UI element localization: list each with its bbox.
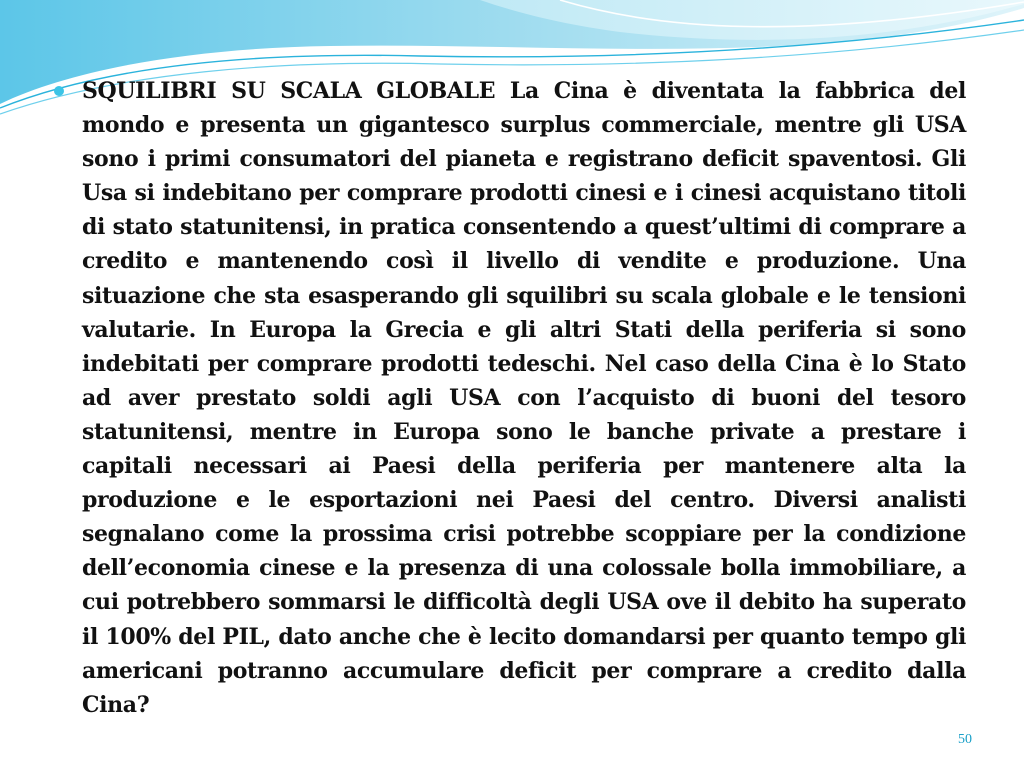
- bullet-dot-icon: [54, 86, 64, 96]
- body-paragraph: SQUILIBRI SU SCALA GLOBALE La Cina è diventata la fabbrica del mondo e presenta un gigantesco surplus commerciale, mentre gli USA sono i primi consumatori del pianeta e registrano deficit spaventosi. Gli Usa si indebitano per comprare prodotti cinesi e i cinesi acquistano titoli di stato statunitensi, in pratica consentendo a quest’ultimi di comprare a credito e mantenendo così il livello di vendite e produzione. Una situazione che sta esasperando gli squilibri su scala globale e le tensioni valutarie. In Europa la Grecia e gli altri Stati della periferia si sono indebitati per comprare prodotti tedeschi. Nel caso della Cina è lo Stato ad aver prestato soldi agli USA con l’acquisto di buoni del tesoro statunitensi, mentre in Europa sono le banche private a prestare i capitali necessari ai Paesi della periferia per mantenere alta la produzione e le esportazioni nei Paesi del centro. Diversi analisti segnalano come la prossima crisi potrebbe scoppiare per la condizione dell’economia cinese e la presenza di una colossale bolla immobiliare, a cui potrebbero sommarsi le difficoltà degli USA ove il debito ha superato il 100% del PIL, dato anche che è lecito domandarsi per quanto tempo gli americani potranno accumulare deficit per comprare a credito dalla Cina?: [82, 78, 966, 718]
- page-number: 50: [958, 732, 972, 747]
- bullet-list: [50, 74, 966, 722]
